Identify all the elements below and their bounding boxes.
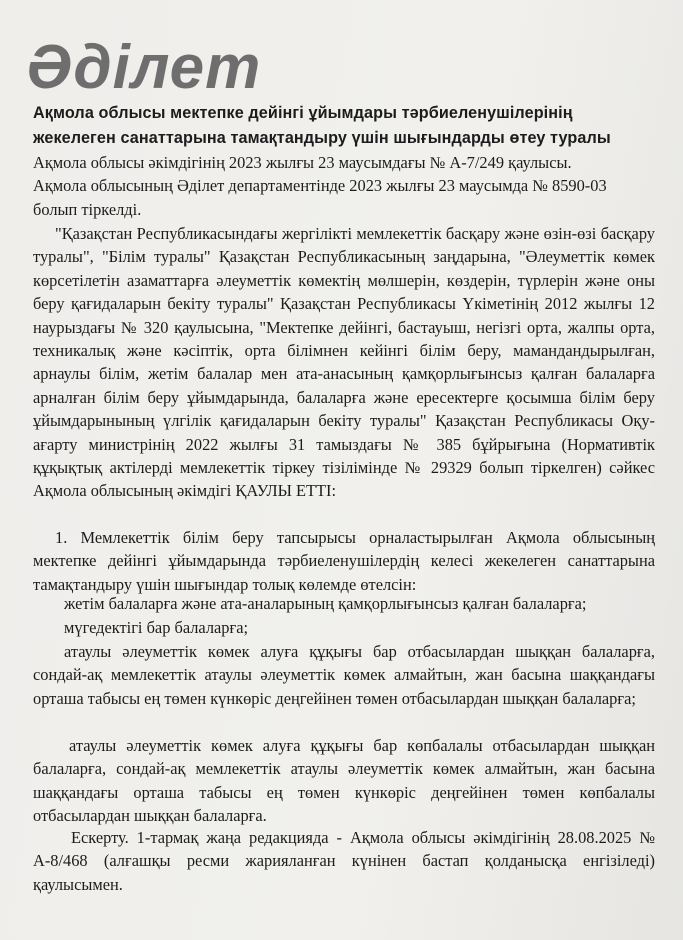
document-meta xyxy=(33,151,655,221)
category-low-income: атаулы әлеуметтік көмек алуға құқығы бар отбасылардан шыққан балаларға, сондай-ақ мемлекеттік атаулы әлеуметтік көмек алмайтын, жан басына шаққандағы орташа табысы ең төмен күнкөріс деңгейінен төмен отбасылардан шыққан балаларға; xyxy=(33,642,655,708)
svg-text:Әділет: Әділет xyxy=(26,33,262,102)
category-disabled: мүгедектігі бар балаларға; xyxy=(64,618,249,637)
category-large-families: атаулы әлеуметтік көмек алуға құқығы бар көпбалалы отбасылардан шыққан балаларға, сондай-ақ мемлекеттік атаулы әлеуметтік көмек алмайтын, жан басына шаққандағы орташа табысы ең төмен күнкөріс деңгейінен төмен көпбалалы отбасылардан шыққан балаларға. xyxy=(33,736,655,826)
amendment-note: Ескерту. 1-тармақ жаңа редакцияда - Ақмола облысы әкімдігінің 28.08.2025 № А-8/468 (алғашқы ресми жарияланған күнінен бастап қолданысқа енгізіледі) қаулысымен. xyxy=(33,828,655,894)
item-1-paragraph: 1. Мемлекеттік білім беру тапсырысы орналастырылған Ақмола облысының мектепке дейінгі ұйымдарында тәрбиеленушілердің келесі жекелеген санаттарына тамақтандыру үшін шығындар толық көлемде өтелсін: xyxy=(33,528,655,594)
adilet-logo xyxy=(22,28,262,102)
registration-line: Ақмола облысының Әділет департаментінде 2023 жылғы 23 маусымда № 8590-03 болып тіркелді. xyxy=(33,176,607,219)
resolution-line: Ақмола облысы әкімдігінің 2023 жылғы 23 маусымдағы № А-7/249 қаулысы. xyxy=(33,153,572,172)
document-title: Ақмола облысы мектепке дейінгі ұйымдары тәрбиеленушілерінің жекелеген санаттарына тамақтандыру үшін шығындарды өтеу туралы xyxy=(33,104,611,147)
preamble-paragraph: "Қазақстан Республикасындағы жергілікті мемлекеттік басқару және өзін-өзі басқару туралы", "Білім туралы" Қазақстан Республикасының заңдарына, "Әлеуметтік көмек көрсетілетін азаматтарға әлеуметтік көмектің мөлшерін, көздерін, түрлерін және оны беру қағидаларын бекіту туралы" Қазақстан Республикасы Үкіметінің 2012 жылғы 12 наурыздағы № 320 қаулысына, "Мектепке дейінгі, бастауыш, негізгі орта, жалпы орта, техникалық және кәсіптік, орта білімнен кейінгі білім беру, мамандандырылған, арнаулы білім, жетім балалар мен ата-анасының қамқорлығынсыз қалған балаларға арналған білім беру ұйымдарында, балаларға және ересектерге қосымша білім беру ұйымдарынының үлгілік қағидаларын бекіту туралы" Қазақстан Республикасы Оқу-ағарту министрінің 2022 жылғы 31 тамыздағы № 385 бұйрығына (Нормативтік құқықтық актілерді мемлекеттік тіркеу тізілімінде № 29329 болып тіркелген) сәйкес Ақмола облысының әкімдігі ҚАУЛЫ ЕТТІ: xyxy=(33,224,655,501)
category-orphans: жетім балаларға және ата-аналарының қамқорлығынсыз қалған балаларға; xyxy=(64,594,587,613)
